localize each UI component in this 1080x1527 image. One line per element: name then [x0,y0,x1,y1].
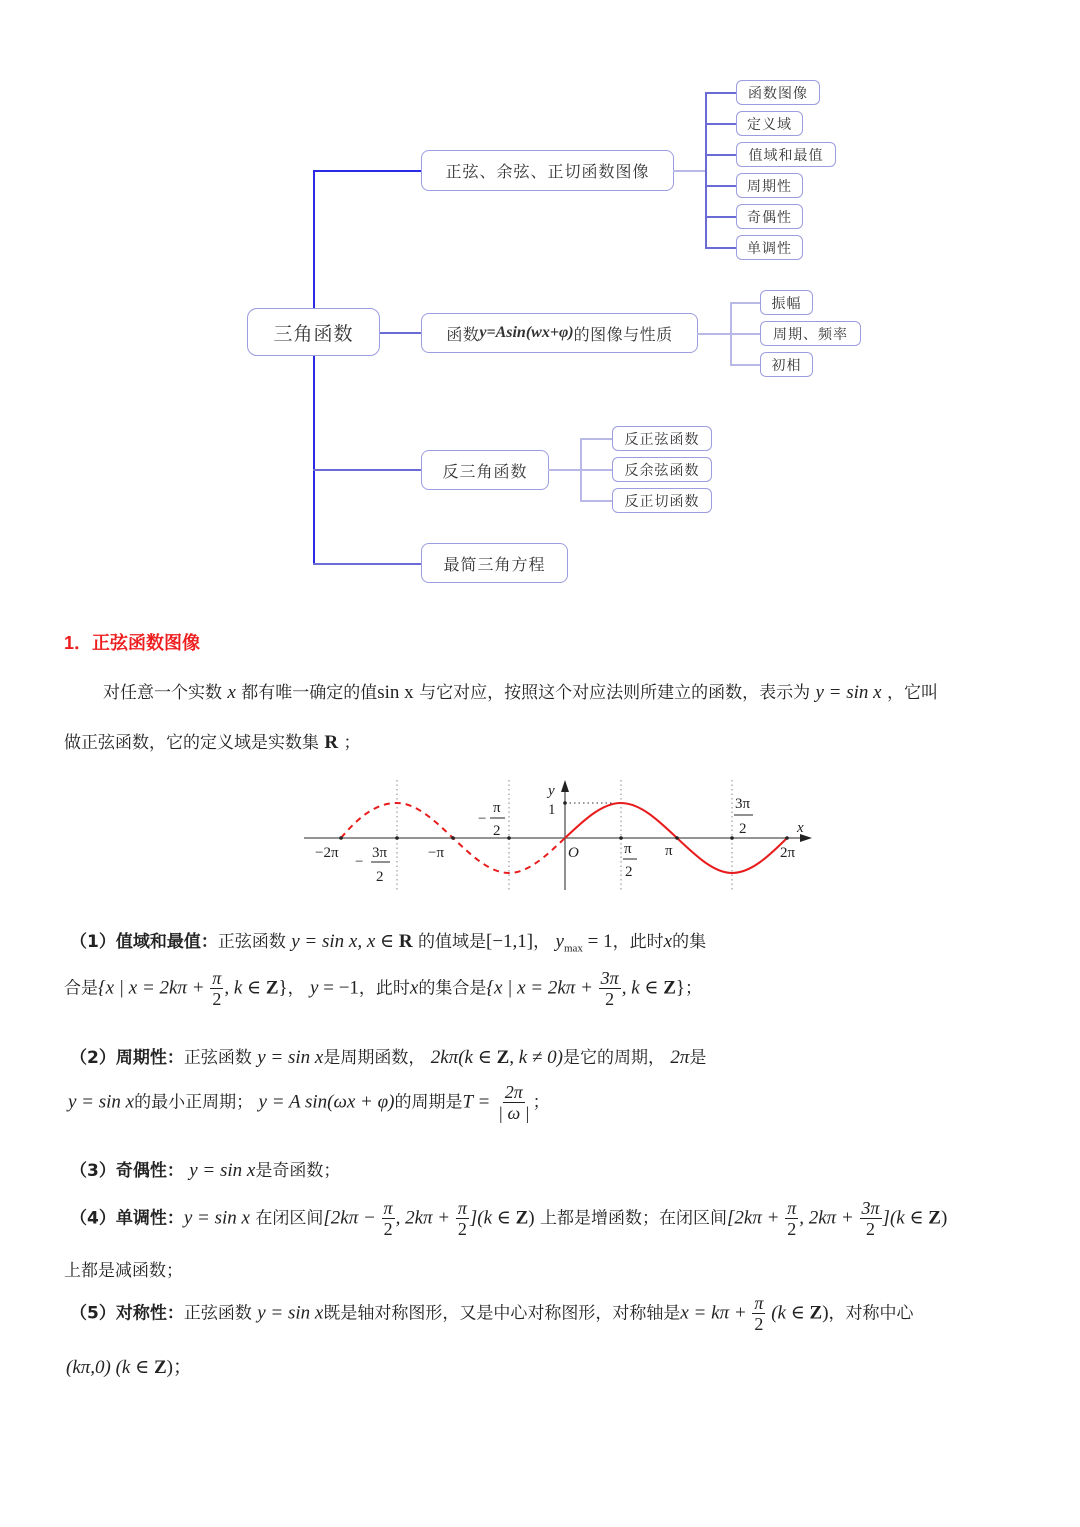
formula-label: y=Asin(wx+φ) [479,324,574,341]
property-symmetry-line-1: （5）对称性：正弦函数 y = sin x既是轴对称图形，又是中心对称图形，对称轴是x = kπ + $\frac{\pi}{2}$ (k ∈ Z)，对称中心 [70,1293,914,1334]
svg-text:2: 2 [493,823,501,839]
leaf-parity[interactable]: 奇偶性 [736,204,803,229]
leaf-monotonicity[interactable]: 单调性 [736,235,803,260]
property-monotonicity-line-2: 上都是减函数； [64,1261,183,1281]
leaf-amplitude[interactable]: 振幅 [760,290,813,315]
connector [313,170,421,172]
svg-text:π: π [493,800,501,816]
branch-inverse-trig[interactable]: 反三角函数 [421,450,549,490]
intro-line-1: 对任意一个实数 x 都有唯一确定的值sin x 与它对应，按照这个对应法则所建立的函数，表示为 y = sin x ，它叫 [103,682,939,703]
svg-text:2: 2 [376,869,384,885]
leaf-arctan[interactable]: 反正切函数 [612,488,712,513]
property-symmetry-line-2: (kπ,0) (k ∈ Z)； [66,1357,192,1378]
svg-text:O: O [568,845,579,861]
svg-text:2: 2 [739,821,747,837]
svg-text:−: − [478,811,487,827]
svg-text:−2π: −2π [315,845,339,861]
connector [705,92,707,248]
branch-asin-function[interactable]: 函数 y=Asin(wx+φ) 的图像与性质 [421,313,698,353]
leaf-periodicity[interactable]: 周期性 [736,173,803,198]
connector [673,170,706,172]
leaf-arcsin[interactable]: 反正弦函数 [612,426,712,451]
property-period-line-2: y = sin x的最小正周期； y = A sin(ωx + φ)的周期是T = $\frac{2\pi}{| \omega |}$ ； [68,1082,550,1123]
trunk-line [313,170,315,564]
svg-text:1: 1 [548,802,556,818]
svg-text:π: π [624,841,632,857]
leaf-range-extrema[interactable]: 值域和最值 [736,142,836,167]
svg-text:y: y [548,783,555,799]
leaf-domain[interactable]: 定义域 [736,111,803,136]
svg-text:−: − [355,854,364,870]
connector [697,333,731,335]
svg-text:2: 2 [625,864,633,880]
property-range-line-2: 合是{x | x = 2kπ + $\frac{\pi}{2}$ , k ∈ Z}， y = −1，此时x的集合是{x | x = 2kπ + $\frac{3\pi}{2}$ , k ∈ Z}； [64,968,702,1009]
leaf-period-frequency[interactable]: 周期、频率 [760,321,861,346]
svg-text:−π: −π [428,845,445,861]
svg-text:3π: 3π [735,796,751,812]
mindmap-root[interactable] [247,308,380,356]
branch-basic-trig-equations[interactable]: 最简三角方程 [421,543,568,583]
connector [313,563,421,565]
leaf-initial-phase[interactable]: 初相 [760,352,813,377]
property-monotonicity-line-1: （4）单调性：y = sin x 在闭区间[2kπ − $\frac{\pi}{2}$ , 2kπ + $\frac{\pi}{2}$ ](k ∈ Z) 上都是增函数；在闭区间[2kπ + $\frac{\pi}{2}$ , 2kπ + $\frac{3\pi}{2}$ ](k ∈ Z) [70,1198,948,1239]
svg-text:2π: 2π [780,845,796,861]
property-parity: （3）奇偶性： y = sin x是奇函数； [70,1160,341,1181]
intro-line-2: 做正弦函数，它的定义域是实数集 R ； [64,732,361,753]
branch-trig-graphs[interactable] [421,150,674,191]
svg-text:x: x [797,820,804,836]
svg-text:π: π [665,843,673,859]
connector [548,469,581,471]
root-label: 三角函数 [273,322,354,345]
sine-graph [300,775,820,895]
property-period-line-1: （2）周期性：正弦函数 y = sin x是周期函数， 2kπ(k ∈ Z, k ≠ 0)是它的周期， 2π是 [70,1047,707,1068]
svg-text:3π: 3π [372,845,388,861]
leaf-function-graph[interactable]: 函数图像 [736,80,820,105]
connector [313,469,421,471]
property-range-line-1: （1）值域和最值：正弦函数 y = sin x, x ∈ R 的值域是[−1,1]， $y_{max} = 1$，此时x的集 [70,931,707,955]
leaf-arccos[interactable]: 反余弦函数 [612,457,712,482]
y-axis-arrow-icon [561,780,569,792]
section-heading: 1．正弦函数图像 [64,633,201,653]
branch-label: 正弦、余弦、正切函数图像 [445,162,650,181]
connector [379,332,421,334]
